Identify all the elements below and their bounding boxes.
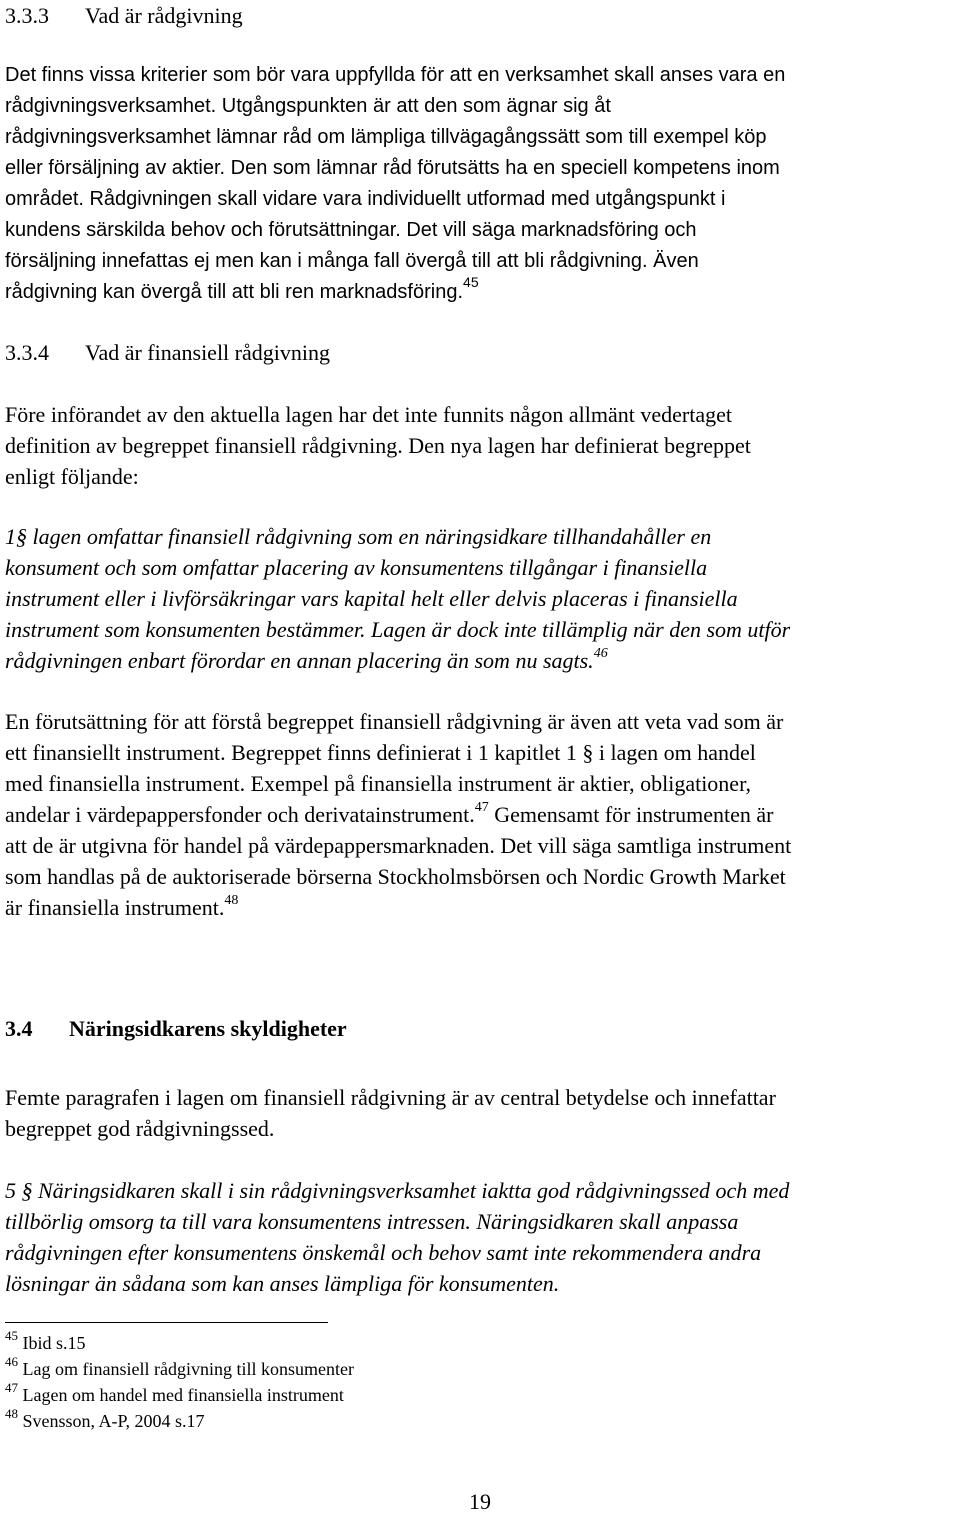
footnote-number: 45 [5, 1328, 18, 1343]
text-line: ett finansiellt instrument. Begreppet finns definierat i 1 kapitlet 1 § i lagen om handel [5, 740, 756, 765]
text-line: instrument eller i livförsäkringar vars kapital helt eller delvis placeras i finansiella [5, 586, 738, 611]
text-fragment: Gemensamt för instrumenten är [488, 802, 774, 827]
section-number: 3.3.4 [5, 340, 49, 365]
footnotes [5, 1330, 354, 1434]
section-title: Vad är rådgivning [85, 3, 243, 28]
text-fragment: andelar i värdepappersfonder och derivatainstrument. [5, 802, 475, 827]
text-line: konsument och som omfattar placering av konsumentens tillgångar i finansiella [5, 555, 708, 580]
text-line: instrument som konsumenten bestämmer. Lagen är dock inte tillämplig när den som utför [5, 617, 791, 642]
footnote [5, 1382, 354, 1408]
footnote-text: Lag om finansiell rådgivning till konsumenter [22, 1359, 354, 1379]
text-line: kundens särskilda behov och förutsättningar. Det vill säga marknadsföring och [5, 219, 697, 241]
paragraph-vad-ar-radgivning [5, 60, 955, 308]
text-line: 5 § Näringsidkaren skall i sin rådgivningsverksamhet iaktta god rådgivningssed och med [5, 1178, 790, 1203]
text-line: 1§ lagen omfattar finansiell rådgivning som en näringsidkare tillhandahåller en [5, 524, 712, 549]
footnote [5, 1356, 354, 1382]
section-heading-3-3-3 [5, 1, 243, 31]
quote-paragraph-1 [5, 521, 955, 676]
text-line: Det finns vissa kriterier som bör vara uppfyllda för att en verksamhet skall anses vara en [5, 64, 786, 86]
section-number: 3.3.3 [5, 3, 49, 28]
text-line: rådgivningen efter konsumentens önskemål och behov samt inte rekommendera andra [5, 1240, 762, 1265]
footnote-number: 47 [5, 1380, 18, 1395]
text-line [5, 274, 955, 308]
footnote-reference[interactable]: 47 [474, 799, 489, 815]
quote-paragraph-5 [5, 1175, 955, 1299]
footnote-text: Lagen om handel med finansiella instrument [22, 1385, 344, 1405]
text-line [5, 799, 955, 830]
text-line: En förutsättning för att förstå begreppet finansiell rådgivning är även att veta vad som är [5, 709, 784, 734]
footnote-reference[interactable]: 48 [224, 892, 239, 908]
section-heading-3-4 [5, 1014, 347, 1044]
text-line: Femte paragrafen i lagen om finansiell rådgivning är av central betydelse och innefattar [5, 1085, 776, 1110]
footnote-reference[interactable]: 46 [593, 645, 608, 661]
section-title: Näringsidkarens skyldigheter [69, 1016, 347, 1041]
text-line: med finansiella instrument. Exempel på finansiella instrument är aktier, obligationer, [5, 771, 752, 796]
text-line: Före införandet av den aktuella lagen har det inte funnits någon allmänt vedertaget [5, 402, 732, 427]
footnote [5, 1330, 354, 1356]
footnote-text: Ibid s.15 [22, 1333, 86, 1353]
text-line: tillbörlig omsorg ta till vara konsumentens intressen. Näringsidkaren skall anpassa [5, 1209, 739, 1234]
footnote-text: Svensson, A-P, 2004 s.17 [22, 1411, 205, 1431]
paragraph-femte-paragrafen [5, 1082, 955, 1144]
text-line: begreppet god rådgivningssed. [5, 1116, 275, 1141]
footnote-number: 48 [5, 1406, 18, 1421]
text-line: som handlas på de auktoriserade börserna Stockholmsbörsen och Nordic Growth Market [5, 864, 786, 889]
text-line: enligt följande: [5, 464, 139, 489]
text-line [5, 892, 955, 923]
text-line: området. Rådgivningen skall vidare vara individuellt utformad med utgångspunkt i [5, 188, 726, 210]
text-line: rådgivningsverksamhet. Utgångspunkten är att den som ägnar sig åt [5, 95, 611, 117]
text-line [5, 645, 955, 676]
section-number: 3.4 [5, 1016, 33, 1041]
text-line: att de är utgivna för handel på värdepappersmarknaden. Det vill säga samtliga instrument [5, 833, 792, 858]
text-line: rådgivningsverksamhet lämnar råd om lämpliga tillvägagångssätt som till exempel köp [5, 126, 767, 148]
footnote-reference[interactable]: 45 [463, 274, 479, 291]
paragraph-definition-intro [5, 399, 955, 492]
footnote-number: 46 [5, 1354, 18, 1369]
text-fragment: är finansiella instrument. [5, 895, 225, 920]
section-title: Vad är finansiell rådgivning [85, 340, 330, 365]
text-line: eller försäljning av aktier. Den som lämnar råd förutsätts ha en speciell kompetens inom [5, 157, 780, 179]
section-heading-3-3-4 [5, 338, 330, 368]
paragraph-finansiella-instrument [5, 706, 955, 923]
text-line: lösningar än sådana som kan anses lämpliga för konsumenten. [5, 1271, 560, 1296]
page-number: 19 [469, 1489, 491, 1514]
text-fragment: rådgivning kan övergå till att bli ren marknadsföring. [5, 281, 464, 303]
text-line: försäljning innefattas ej men kan i många fall övergå till att bli rådgivning. Även [5, 250, 699, 272]
footnote-separator [5, 1322, 328, 1323]
text-fragment: rådgivningen enbart förordar en annan placering än som nu sagts. [5, 648, 594, 673]
text-line: definition av begreppet finansiell rådgivning. Den nya lagen har definierat begreppet [5, 433, 751, 458]
footnote [5, 1408, 354, 1434]
